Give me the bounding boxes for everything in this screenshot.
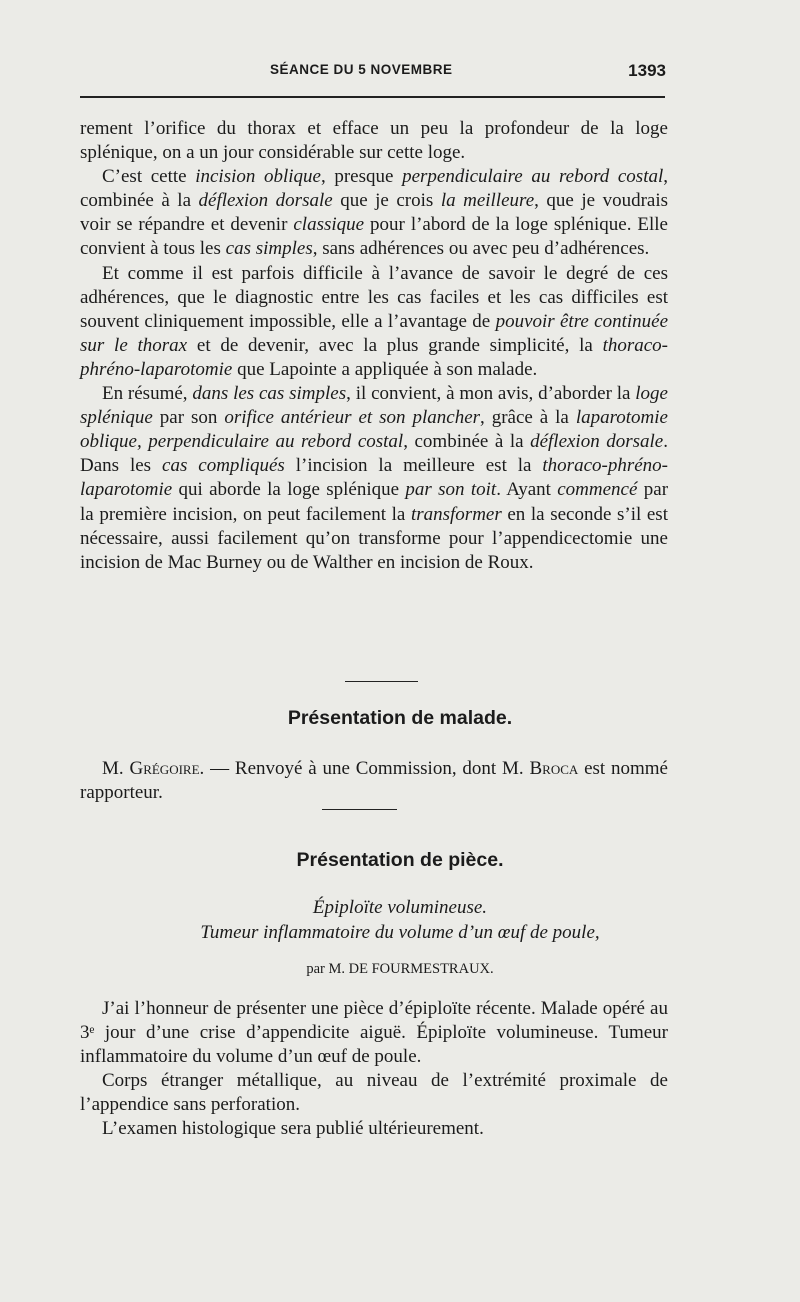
italic-run: cas compliqués	[162, 455, 285, 477]
running-head	[80, 62, 670, 86]
heading-presentation-piece: Présentation de pièce.	[296, 849, 504, 871]
italic-run: thoraco-phréno-laparotomie	[80, 334, 668, 380]
text-run: . Dans les	[80, 431, 668, 477]
text-run: , combinée à la	[403, 431, 531, 453]
subtitle-tumeur: Tumeur inflammatoire du volume d’un œuf de poule,	[200, 922, 600, 943]
italic-run: par son toit	[405, 479, 497, 501]
italic-run: loge splénique	[80, 383, 668, 429]
italic-run: commencé	[557, 479, 638, 501]
text-run: est nommé rapporteur.	[80, 758, 668, 804]
text-run: Et comme il est parfois difficile à l’avance de savoir le degré de ces adhérences, que le diagnostic entre les cas faciles et les cas difficiles est souvent cliniquement impossible, elle a l’avantage de	[80, 262, 668, 332]
text-run: l’incision la meilleure est la	[284, 455, 543, 477]
text-run: rement l’orifice du thorax et efface un peu la profondeur de la loge splénique, on a un jour considérable sur cette loge.	[80, 118, 668, 164]
paragraph-honneur: J’ai l’honneur de présenter une pièce d’épiploïte récente. Malade opéré au 3ᵉ jour d’une crise d’appendicite aiguë. Épiploïte volumineuse. Tumeur inflammatoire du volume d’un œuf de poule.	[80, 998, 668, 1068]
text-run: par son	[152, 407, 225, 429]
header-rule	[80, 96, 665, 98]
italic-run: orifice antérieur et son plancher	[224, 407, 481, 429]
text-run: en la seconde s’il est nécessaire, aussi facilement qu’on transforme pour l’appendicectomie une incision de Mac Burney ou de Walther en incision de Roux.	[80, 503, 668, 573]
text-run: par la première incision, on peut facilement la	[80, 479, 669, 525]
italic-run: déflexion dorsale	[198, 190, 333, 212]
text-run: , grâce à la	[480, 407, 576, 429]
italic-run: laparotomie oblique, perpendiculaire au rebord costal	[80, 407, 668, 453]
italic-run: transformer	[410, 503, 502, 525]
italic-run: thoraco-phréno-laparotomie	[80, 455, 668, 501]
small-caps-name: Grégoire	[129, 758, 200, 779]
text-run: . Ayant	[496, 479, 558, 501]
paragraph-resume	[80, 382, 668, 575]
text-run: . — Renvoyé à une Commission, dont M.	[199, 758, 530, 779]
text-run: , presque	[320, 166, 403, 188]
italic-run: la meilleure	[440, 190, 535, 212]
small-caps-name: Broca	[529, 758, 579, 779]
subtitle-epiploite: Épiploïte volumineuse.	[312, 897, 488, 918]
italic-run: dans les cas simples	[192, 383, 347, 405]
text-run: En résumé,	[102, 383, 193, 405]
italic-run: pouvoir être continuée sur le thorax	[80, 310, 669, 356]
byline-author: par M. DE FOURMESTRAUX.	[306, 961, 494, 977]
italic-run: perpendiculaire au rebord costal	[402, 166, 664, 188]
piece-text	[80, 997, 668, 1142]
text-run: , que je voudrais voir se répandre et devenir	[80, 190, 669, 236]
paragraph-adherences	[80, 262, 668, 382]
italic-run: déflexion dorsale	[530, 431, 664, 453]
paragraph-incision-oblique	[80, 165, 668, 261]
paragraph-gregoire	[80, 757, 668, 805]
text-run: , il convient, à mon avis, d’aborder la	[346, 383, 636, 405]
text-run: , combinée à la	[80, 166, 669, 212]
italic-run: incision oblique	[195, 166, 321, 188]
running-head-title: SÉANCE DU 5 NOVEMBRE	[270, 62, 453, 77]
italic-run: classique	[293, 214, 365, 236]
text-run: pour l’abord de la loge splénique. Elle convient à tous les	[80, 214, 668, 260]
text-run: C’est cette	[102, 166, 196, 188]
text-run: et de devenir, avec la plus grande simplicité, la	[187, 334, 603, 356]
malade-text	[80, 757, 668, 805]
text-run: , sans adhérences ou avec peu d’adhérences.	[312, 238, 650, 260]
text-run: que Lapointe a appliquée à son malade.	[232, 358, 538, 380]
paragraph-corps-etranger: Corps étranger métallique, au niveau de l’extrémité proximale de l’appendice sans perforation.	[80, 1070, 668, 1116]
italic-run: cas simples	[225, 238, 313, 260]
section-divider	[322, 809, 397, 810]
paragraph-continued	[80, 117, 668, 165]
text-run: que je crois	[332, 190, 441, 212]
paragraph-examen: L’examen histologique sera publié ultérieurement.	[102, 1118, 484, 1140]
body-text	[80, 117, 668, 575]
text-run: M.	[102, 758, 130, 779]
section-divider	[345, 681, 418, 682]
text-run: qui aborde la loge splénique	[172, 479, 406, 501]
page-number: 1393	[628, 61, 666, 80]
heading-presentation-malade: Présentation de malade.	[287, 707, 513, 729]
